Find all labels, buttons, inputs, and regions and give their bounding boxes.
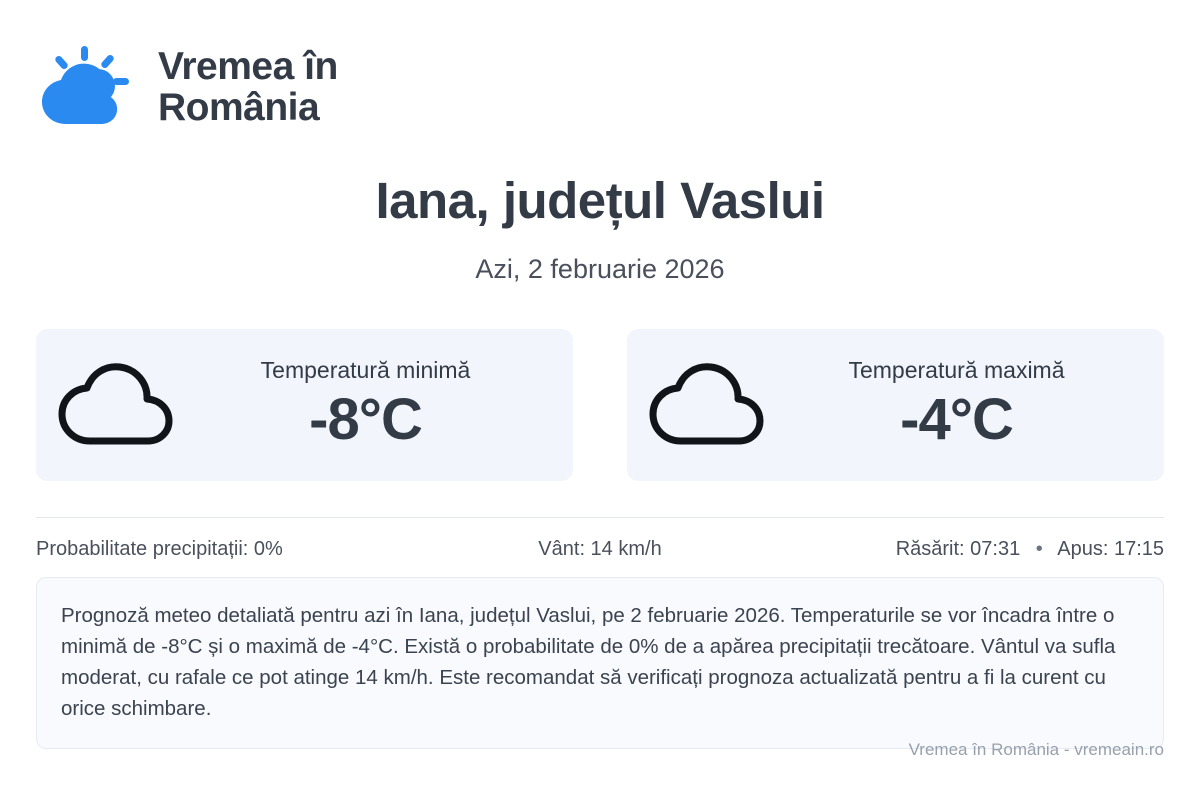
forecast-description: Prognoză meteo detaliată pentru azi în Iana, județul Vaslui, pe 2 februarie 2026. Temperaturile se vor încadra între o minimă de -8°C și o maximă de -4°C. Există o probabilitate de 0% de a apărea precipitații trecătoare. Vântul va sufla moderat, cu rafale ce pot atinge 14 km/h. Este recomandat să verificați prognoza actualizată pentru a fi la curent cu orice schimbare.: [36, 577, 1164, 750]
stat-separator: •: [1035, 537, 1043, 560]
wind-stat: Vânt: 14 km/h: [538, 537, 662, 560]
card-temperature-min: [36, 329, 573, 481]
cloud-icon: [54, 353, 182, 457]
brand-title: [158, 46, 338, 129]
temperature-cards: [36, 329, 1164, 481]
stats-row: [36, 517, 1164, 561]
card-min-text: [182, 357, 555, 453]
card-max-value: -4°C: [900, 386, 1013, 452]
sunrise-value: Răsărit: 07:31: [895, 537, 1021, 560]
brand-title-line2: România: [158, 86, 320, 130]
card-min-label: Temperatură minimă: [260, 356, 471, 383]
precipitation-stat: Probabilitate precipitații: 0%: [36, 537, 283, 560]
page-title: Iana, județul Vaslui: [375, 171, 825, 229]
card-min-value: -8°C: [309, 386, 422, 452]
brand-title-line1: Vremea în: [158, 45, 338, 88]
footer-credit: Vremea în România - vremeain.ro: [908, 740, 1164, 759]
brand-header: [36, 0, 1164, 129]
card-temperature-max: [627, 329, 1164, 481]
sun-behind-cloud-icon: [36, 46, 140, 128]
card-max-text: [773, 357, 1146, 453]
sun-times-stat: [788, 538, 1164, 561]
cloud-icon: [645, 353, 773, 457]
sunset-value: Apus: 17:15: [1057, 537, 1164, 560]
card-max-label: Temperatură maximă: [848, 356, 1065, 383]
page-date: Azi, 2 februarie 2026: [475, 253, 725, 284]
